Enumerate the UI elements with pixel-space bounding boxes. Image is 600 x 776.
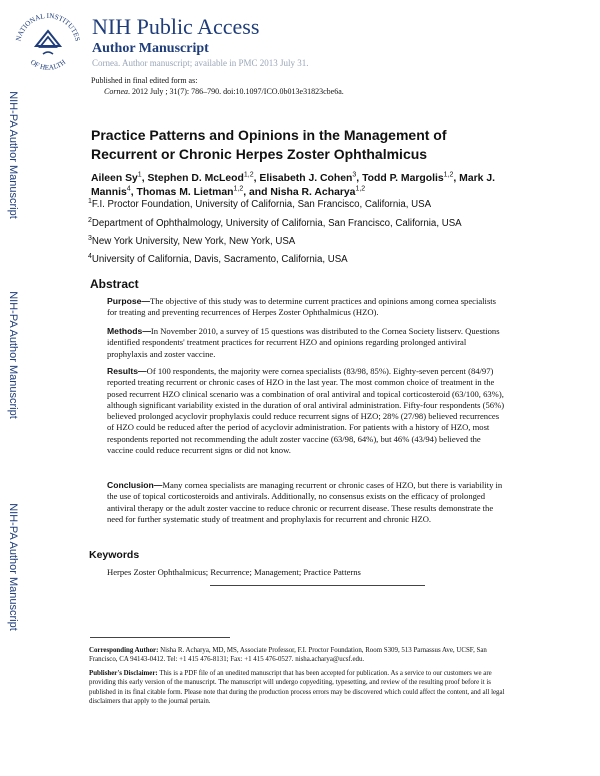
affiliation: $^1$F.I. Proctor Foundation, University of California, San Francisco, California, USA bbox=[88, 197, 432, 210]
sidebar-label: NIH-PA Author Manuscript bbox=[7, 503, 20, 631]
sidebar-label: NIH-PA Author Manuscript bbox=[7, 291, 20, 419]
svg-text:OF HEALTH bbox=[29, 58, 67, 72]
footnote-divider bbox=[90, 637, 230, 638]
publisher-disclaimer: Publisher's Disclaimer: This is a PDF file of an unedited manuscript that has been accepted for publication. As a service to our customers we are providing this early version of the manuscript. The manuscript will undergo copyediting, typesetting, and review of the resulting proof before it is published in its final citable form. Please note that during the production process errors may be discovered which could affect the content, and all legal disclaimers that apply to the journal pertain. bbox=[89, 670, 505, 706]
abstract-heading: Abstract bbox=[90, 277, 139, 291]
logo-bottom-text: OF HEALTH bbox=[28, 58, 68, 72]
keywords-heading: Keywords bbox=[89, 549, 140, 561]
article-title: Practice Patterns and Opinions in the Management of Recurrent or Chronic Herpes Zoster Ophthalmicus bbox=[91, 127, 447, 162]
keywords-list: Herpes Zoster Ophthalmicus; Recurrence; Management; Practice Patterns bbox=[107, 567, 361, 577]
author-name: Elisabeth J. Cohen bbox=[259, 173, 353, 184]
author-name: Mark J. Mannis bbox=[91, 173, 495, 198]
author-name: Aileen Sy bbox=[91, 173, 138, 184]
author-name: Nisha R. Acharya bbox=[270, 186, 356, 198]
corresponding-author-note: Corresponding Author: Nisha R. Acharya, MD, MS, Associate Professor, F.I. Proctor Foundation, Room S309, 513 Parnassus Ave, UCSF, San Francisco, CA 94143-0412. Tel: +1 415 476-8131; Fax: +1 415 476-0527. nisha.acharya@ucsf.edu. bbox=[89, 647, 487, 664]
pmc-availability-note: Cornea. Author manuscript; available in PMC 2013 July 31. bbox=[92, 58, 309, 68]
affiliation: $^2$Department of Ophthalmology, University of California, San Francisco, California, USA bbox=[88, 216, 462, 229]
divider bbox=[210, 585, 425, 586]
publication-form: Published in final edited form as: bbox=[91, 76, 198, 85]
author-name: Thomas M. Lietman bbox=[136, 186, 234, 198]
eagle-icon bbox=[36, 31, 60, 54]
author-name: Todd P. Margolis bbox=[362, 173, 444, 184]
author-list: Aileen Sy$^1$, Stephen D. McLeod$^{1,2}$, Elisabeth J. Cohen$^3$, Todd P. Margolis$^{1,2}$, Mark J. Mannis$^4$, Thomas M. Lietman$^{1,2}$, and Nisha R. Acharya$^{1,2}$ bbox=[91, 171, 495, 198]
affiliation: $^4$University of California, Davis, Sacramento, California, USA bbox=[88, 252, 348, 265]
abstract-results: Results—Of 100 respondents, the majority were cornea specialists (83/98, 85%). Eighty-seven percent (84/97) reported treating recurrent or chronic cases of HZO in the last year. The most common choice of treatment in the posed recurrent HZO clinical scenario was a combination of oral antiviral and topical corticosteroid (63/100, 63%), although significant variability existed in the duration of oral antiviral administration. Fifty-four respondents (56%) believed prolonged acyclovir prophylaxis could reduce recurrent signs of HZO; 28% (27/98) believed recurrences of HZO could be reduced after the period of acyclovir administration. For patients with a history of HZO, most respondents reported not recommending the adult zoster vaccine (63/98, 64%), but 46% (43/94) believed the vaccine could reduce recurrent signs or did not know. bbox=[107, 366, 505, 456]
author-name: Stephen D. McLeod bbox=[147, 173, 244, 184]
sidebar-label: NIH-PA Author Manuscript bbox=[7, 91, 20, 219]
abstract-methods: Methods—In November 2010, a survey of 15 questions was distributed to the Cornea Society listserv. Questions identified respondents' treatment practices for recurrent HZO and opinions regarding prolonged antiviral prophylaxis and zoster vaccine. bbox=[107, 326, 500, 359]
nih-public-access-title: NIH Public Access bbox=[92, 14, 260, 39]
citation bbox=[104, 87, 344, 96]
abstract-conclusion: Conclusion—Many cornea specialists are managing recurrent or chronic cases of HZO, but there is variability in the use of topical corticosteroids and antivirals. Additionally, no consensus exists on the efficacy of prolonged antiviral therapy or the adult zoster vaccine to reduce chronic or recurrent disease. These results demonstrate the need for further systematic study of treatment and prophylaxis for recurrent and chronic HZO. bbox=[107, 480, 503, 524]
logo-top-text: NATIONAL INSTITUTES bbox=[14, 11, 82, 42]
affiliation: $^3$New York University, New York, New York, USA bbox=[88, 234, 296, 247]
abstract-purpose: Purpose—The objective of this study was to determine current practices and opinions among cornea specialists for treating and preventing recurrences of Herpes Zoster Ophthalmicus (HZO). bbox=[107, 296, 497, 318]
journal-name: Cornea bbox=[104, 87, 128, 96]
citation-details: . 2012 July ; 31(7): 786–790. doi:10.1097/ICO.0b013e31823cbe6a. bbox=[128, 87, 344, 96]
nih-logo bbox=[10, 6, 86, 82]
author-manuscript-label: Author Manuscript bbox=[92, 41, 209, 56]
